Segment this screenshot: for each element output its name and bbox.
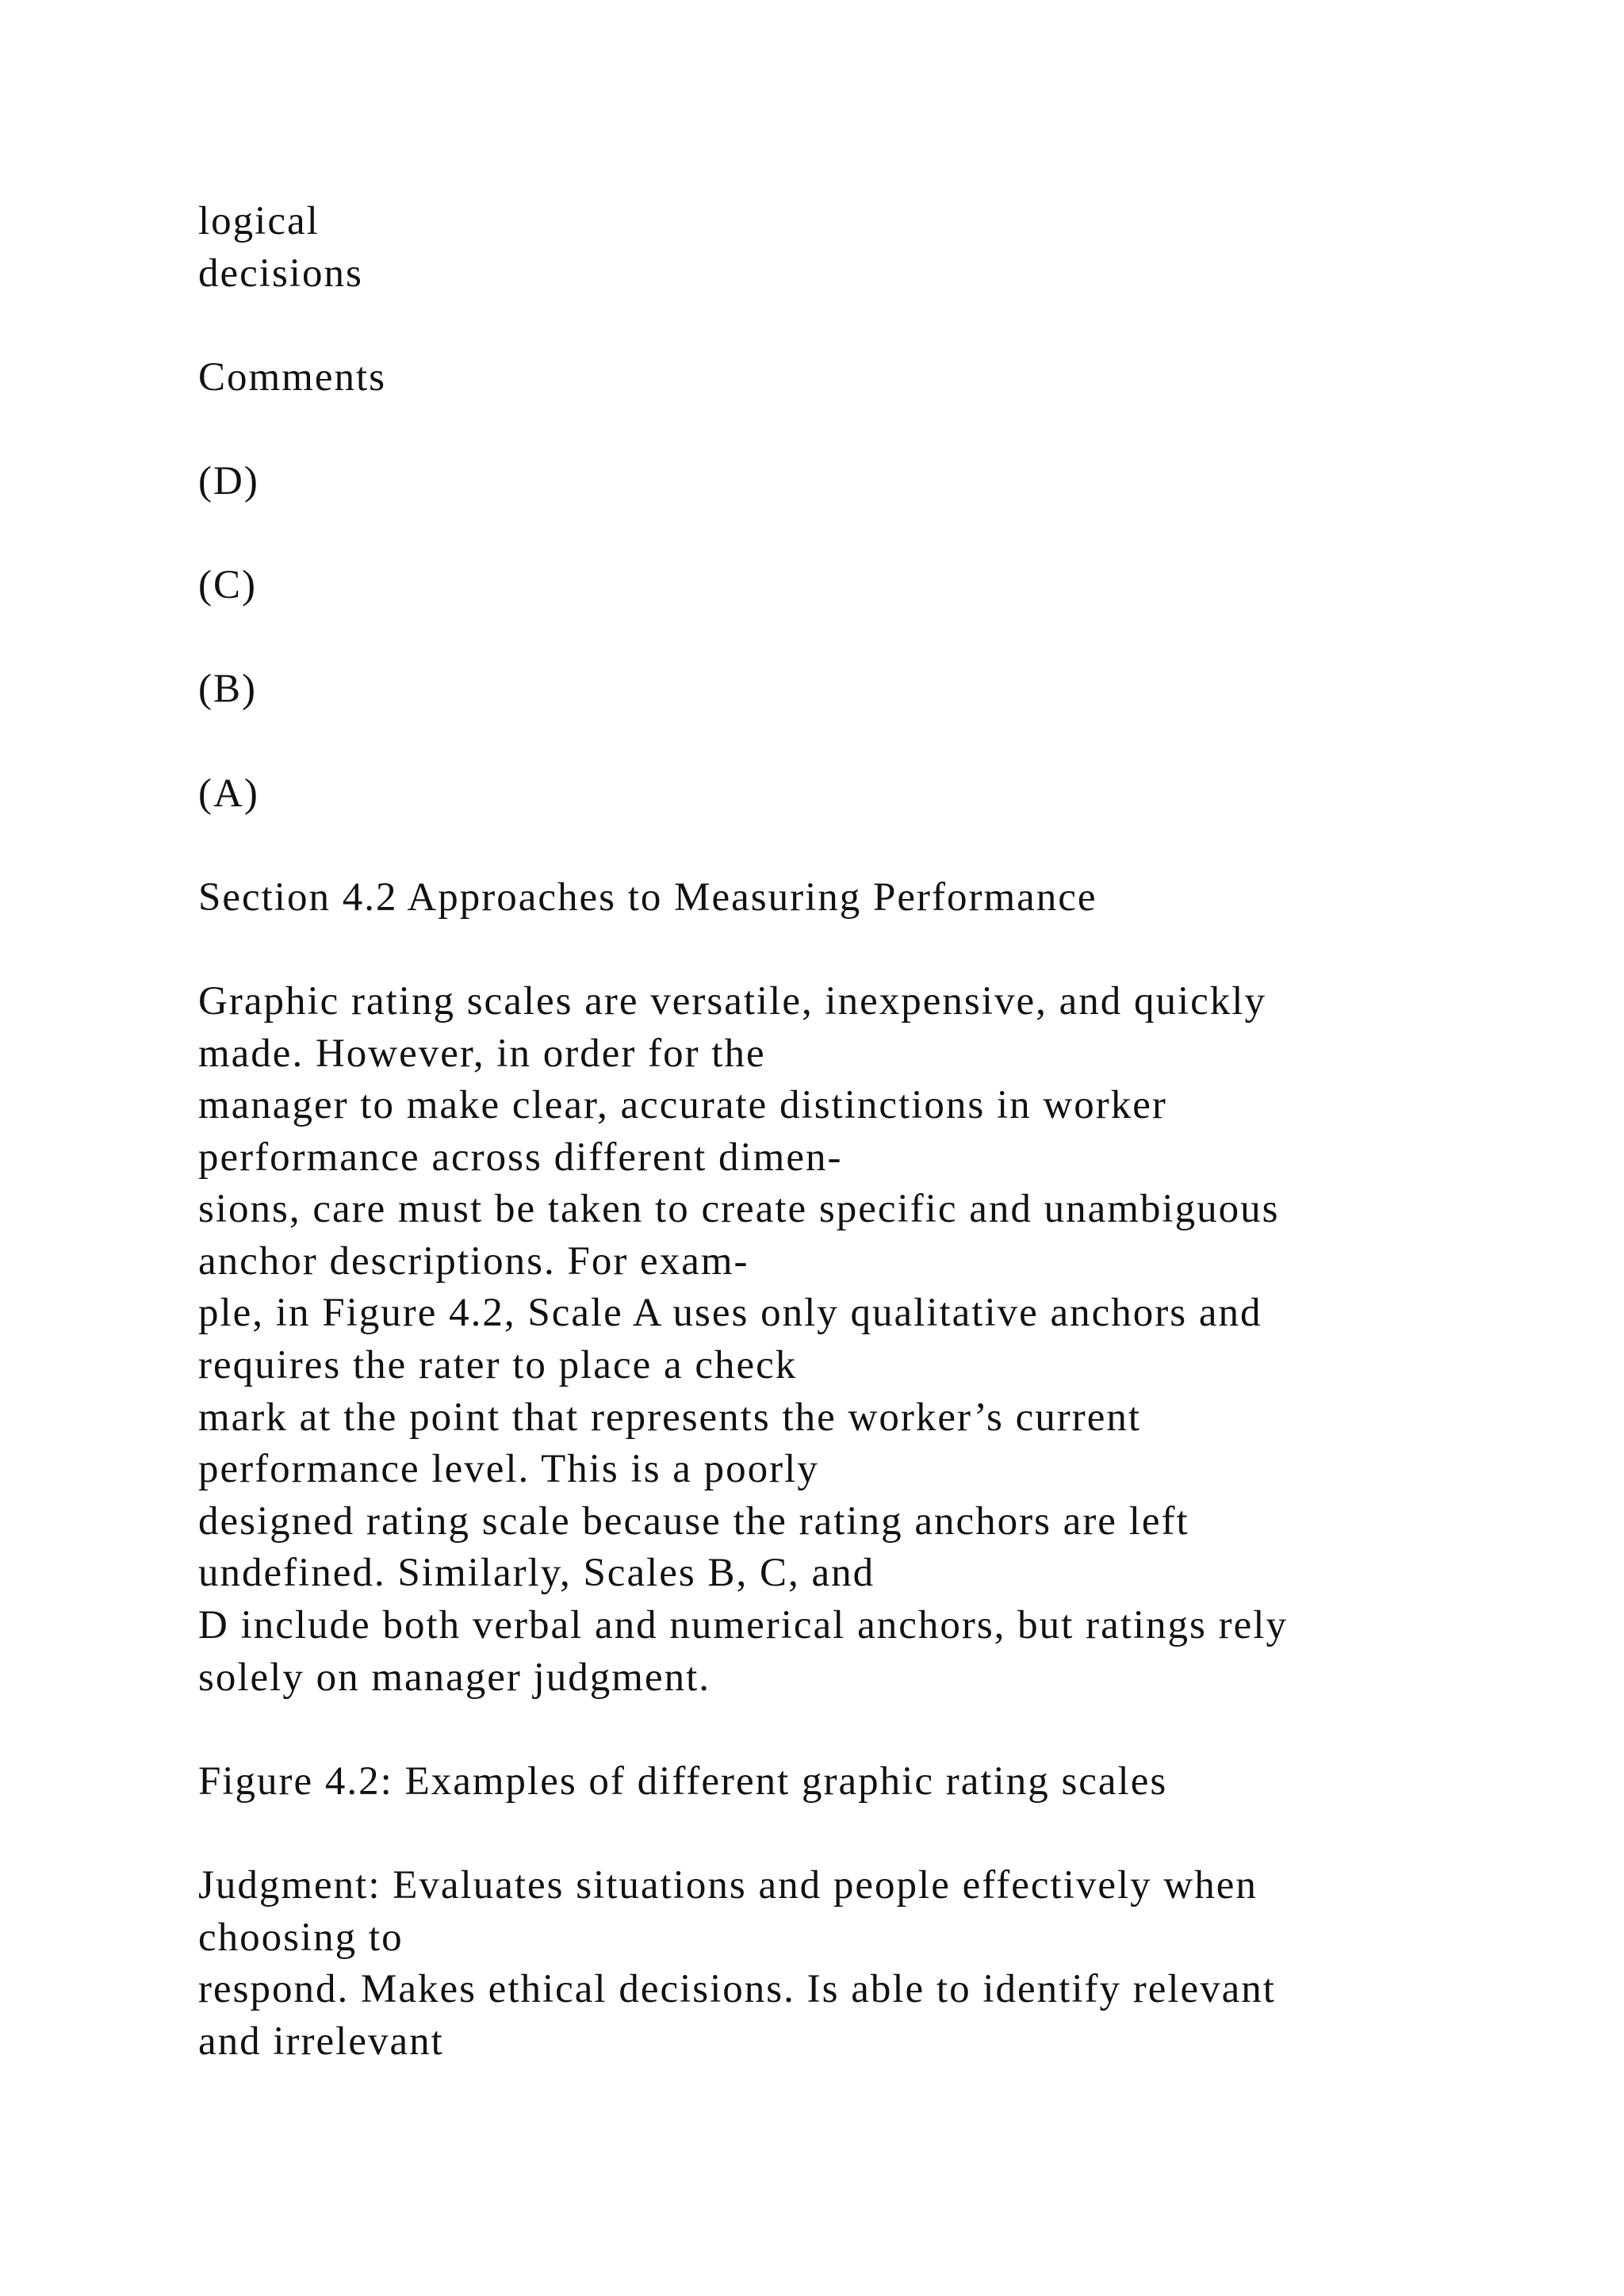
scale-b-label-block <box>198 664 1578 716</box>
scale-d-label-block <box>198 456 1578 508</box>
scale-a-label: (A) <box>198 771 259 816</box>
paragraph-line: made. However, in order for the <box>198 1031 766 1076</box>
scale-c-label-block <box>198 560 1578 612</box>
section-heading-block <box>198 872 1578 924</box>
paragraph-line: D include both verbal and numerical anchors, but ratings rely <box>198 1603 1288 1648</box>
paragraph-line: designed rating scale because the rating anchors are left <box>198 1498 1189 1544</box>
comments-label: Comments <box>198 354 387 400</box>
paragraph-line: anchor descriptions. For exam- <box>198 1238 749 1284</box>
text-fragment-block <box>198 196 1578 300</box>
paragraph-line: and irrelevant <box>198 2019 444 2064</box>
scale-c-label: (C) <box>198 563 257 608</box>
paragraph-line: respond. Makes ethical decisions. Is able to identify relevant <box>198 1967 1276 2012</box>
scale-d-label: (D) <box>198 458 259 503</box>
paragraph-line: choosing to <box>198 1915 404 1960</box>
comments-label-block <box>198 352 1578 404</box>
paragraph-line: mark at the point that represents the worker’s current <box>198 1395 1142 1440</box>
paragraph-line: Graphic rating scales are versatile, inexpensive, and quickly <box>198 978 1266 1024</box>
paragraph-line: ple, in Figure 4.2, Scale A uses only qualitative anchors and <box>198 1291 1262 1336</box>
paragraph-line: Judgment: Evaluates situations and people effectively when <box>198 1863 1258 1908</box>
paragraph-line: undefined. Similarly, Scales B, C, and <box>198 1551 875 1596</box>
scale-a-label-block <box>198 768 1578 821</box>
document-page <box>198 196 1578 2068</box>
text-line: decisions <box>198 251 363 296</box>
figure-caption-block <box>198 1756 1578 1808</box>
paragraph-line: manager to make clear, accurate distinctions in worker <box>198 1083 1167 1128</box>
judgment-paragraph <box>198 1860 1578 2068</box>
scale-b-label: (B) <box>198 667 257 712</box>
paragraph-line: sions, care must be taken to create specific and unambiguous <box>198 1187 1280 1232</box>
paragraph-line: performance across different dimen- <box>198 1135 843 1180</box>
text-line: logical <box>198 199 320 243</box>
paragraph-line: performance level. This is a poorly <box>198 1447 819 1492</box>
section-heading: Section 4.2 Approaches to Measuring Performance <box>198 874 1097 920</box>
body-paragraph <box>198 976 1578 1704</box>
paragraph-line: solely on manager judgment. <box>198 1655 711 1700</box>
figure-caption: Figure 4.2: Examples of different graphic rating scales <box>198 1758 1168 1804</box>
paragraph-line: requires the rater to place a check <box>198 1343 798 1388</box>
